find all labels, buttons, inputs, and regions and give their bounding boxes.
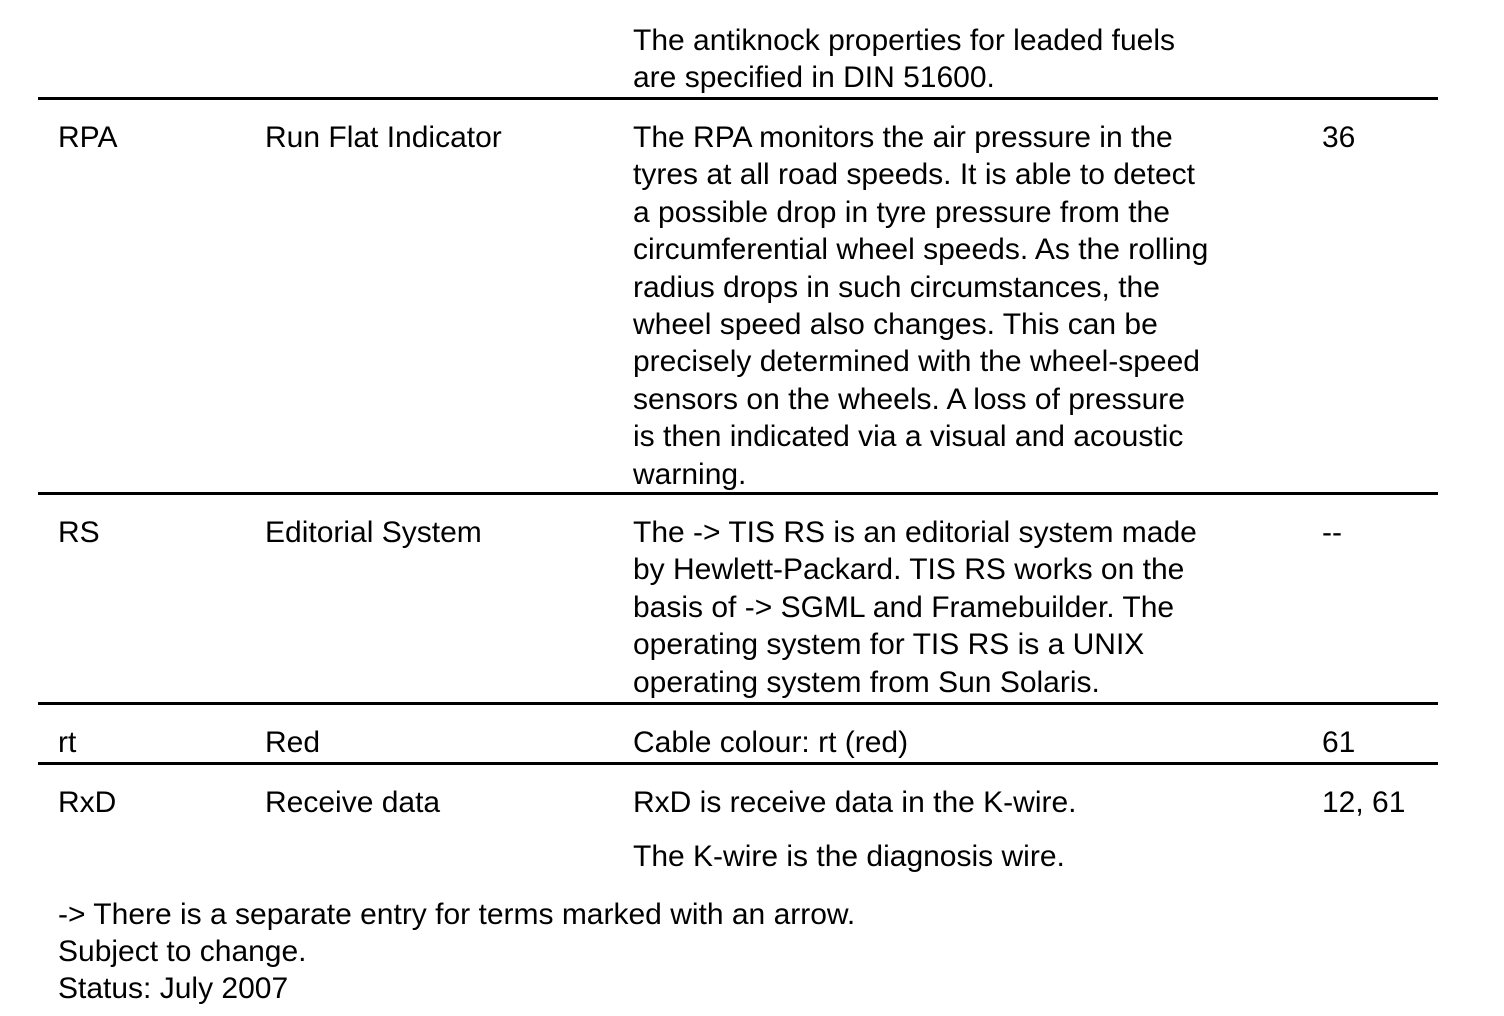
row-divider: [38, 762, 1438, 765]
intro-description: The antiknock properties for leaded fuels are specified in DIN 51600.: [633, 24, 1175, 95]
change-notice: Subject to change.: [58, 935, 307, 968]
row-divider: [38, 492, 1438, 495]
row-page-reference: 36: [1322, 121, 1356, 154]
row-abbreviation: RPA: [58, 121, 118, 154]
arrow-footnote: -> There is a separate entry for terms marked with an arrow.: [58, 898, 856, 931]
row-term: Editorial System: [265, 516, 482, 549]
row-description: The -> TIS RS is an editorial system made by Hewlett-Packard. TIS RS works on the basis of -> SGML and Framebuilder. The operating system for TIS RS is a UNIX operating system from Sun Solaris.: [633, 516, 1197, 699]
row-term: Red: [265, 726, 321, 759]
row-term: Receive data: [265, 786, 441, 819]
row-abbreviation: rt: [58, 726, 77, 759]
row-description: RxD is receive data in the K-wire.: [633, 786, 1077, 819]
status-date: Status: July 2007: [58, 972, 289, 1005]
row-term: Run Flat Indicator: [265, 121, 502, 154]
row-divider: [38, 702, 1438, 705]
row-abbreviation: RxD: [58, 786, 117, 819]
row-page-reference: 61: [1322, 726, 1356, 759]
row-description: Cable colour: rt (red): [633, 726, 909, 759]
row-divider: [38, 97, 1438, 100]
row-abbreviation: RS: [58, 516, 100, 549]
row-description-continued: The K-wire is the diagnosis wire.: [633, 840, 1065, 873]
row-page-reference: 12, 61: [1322, 786, 1406, 819]
row-page-reference: --: [1322, 516, 1342, 549]
row-description: The RPA monitors the air pressure in the tyres at all road speeds. It is able to detect a possible drop in tyre pressure from the circumferential wheel speeds. As the rolling radius drops in such circumstances, the wheel speed also changes. This can be precisely determined with the wheel-speed sensors on the wheels. A loss of pressure is then indicated via a visual and acoustic warning.: [633, 121, 1209, 491]
